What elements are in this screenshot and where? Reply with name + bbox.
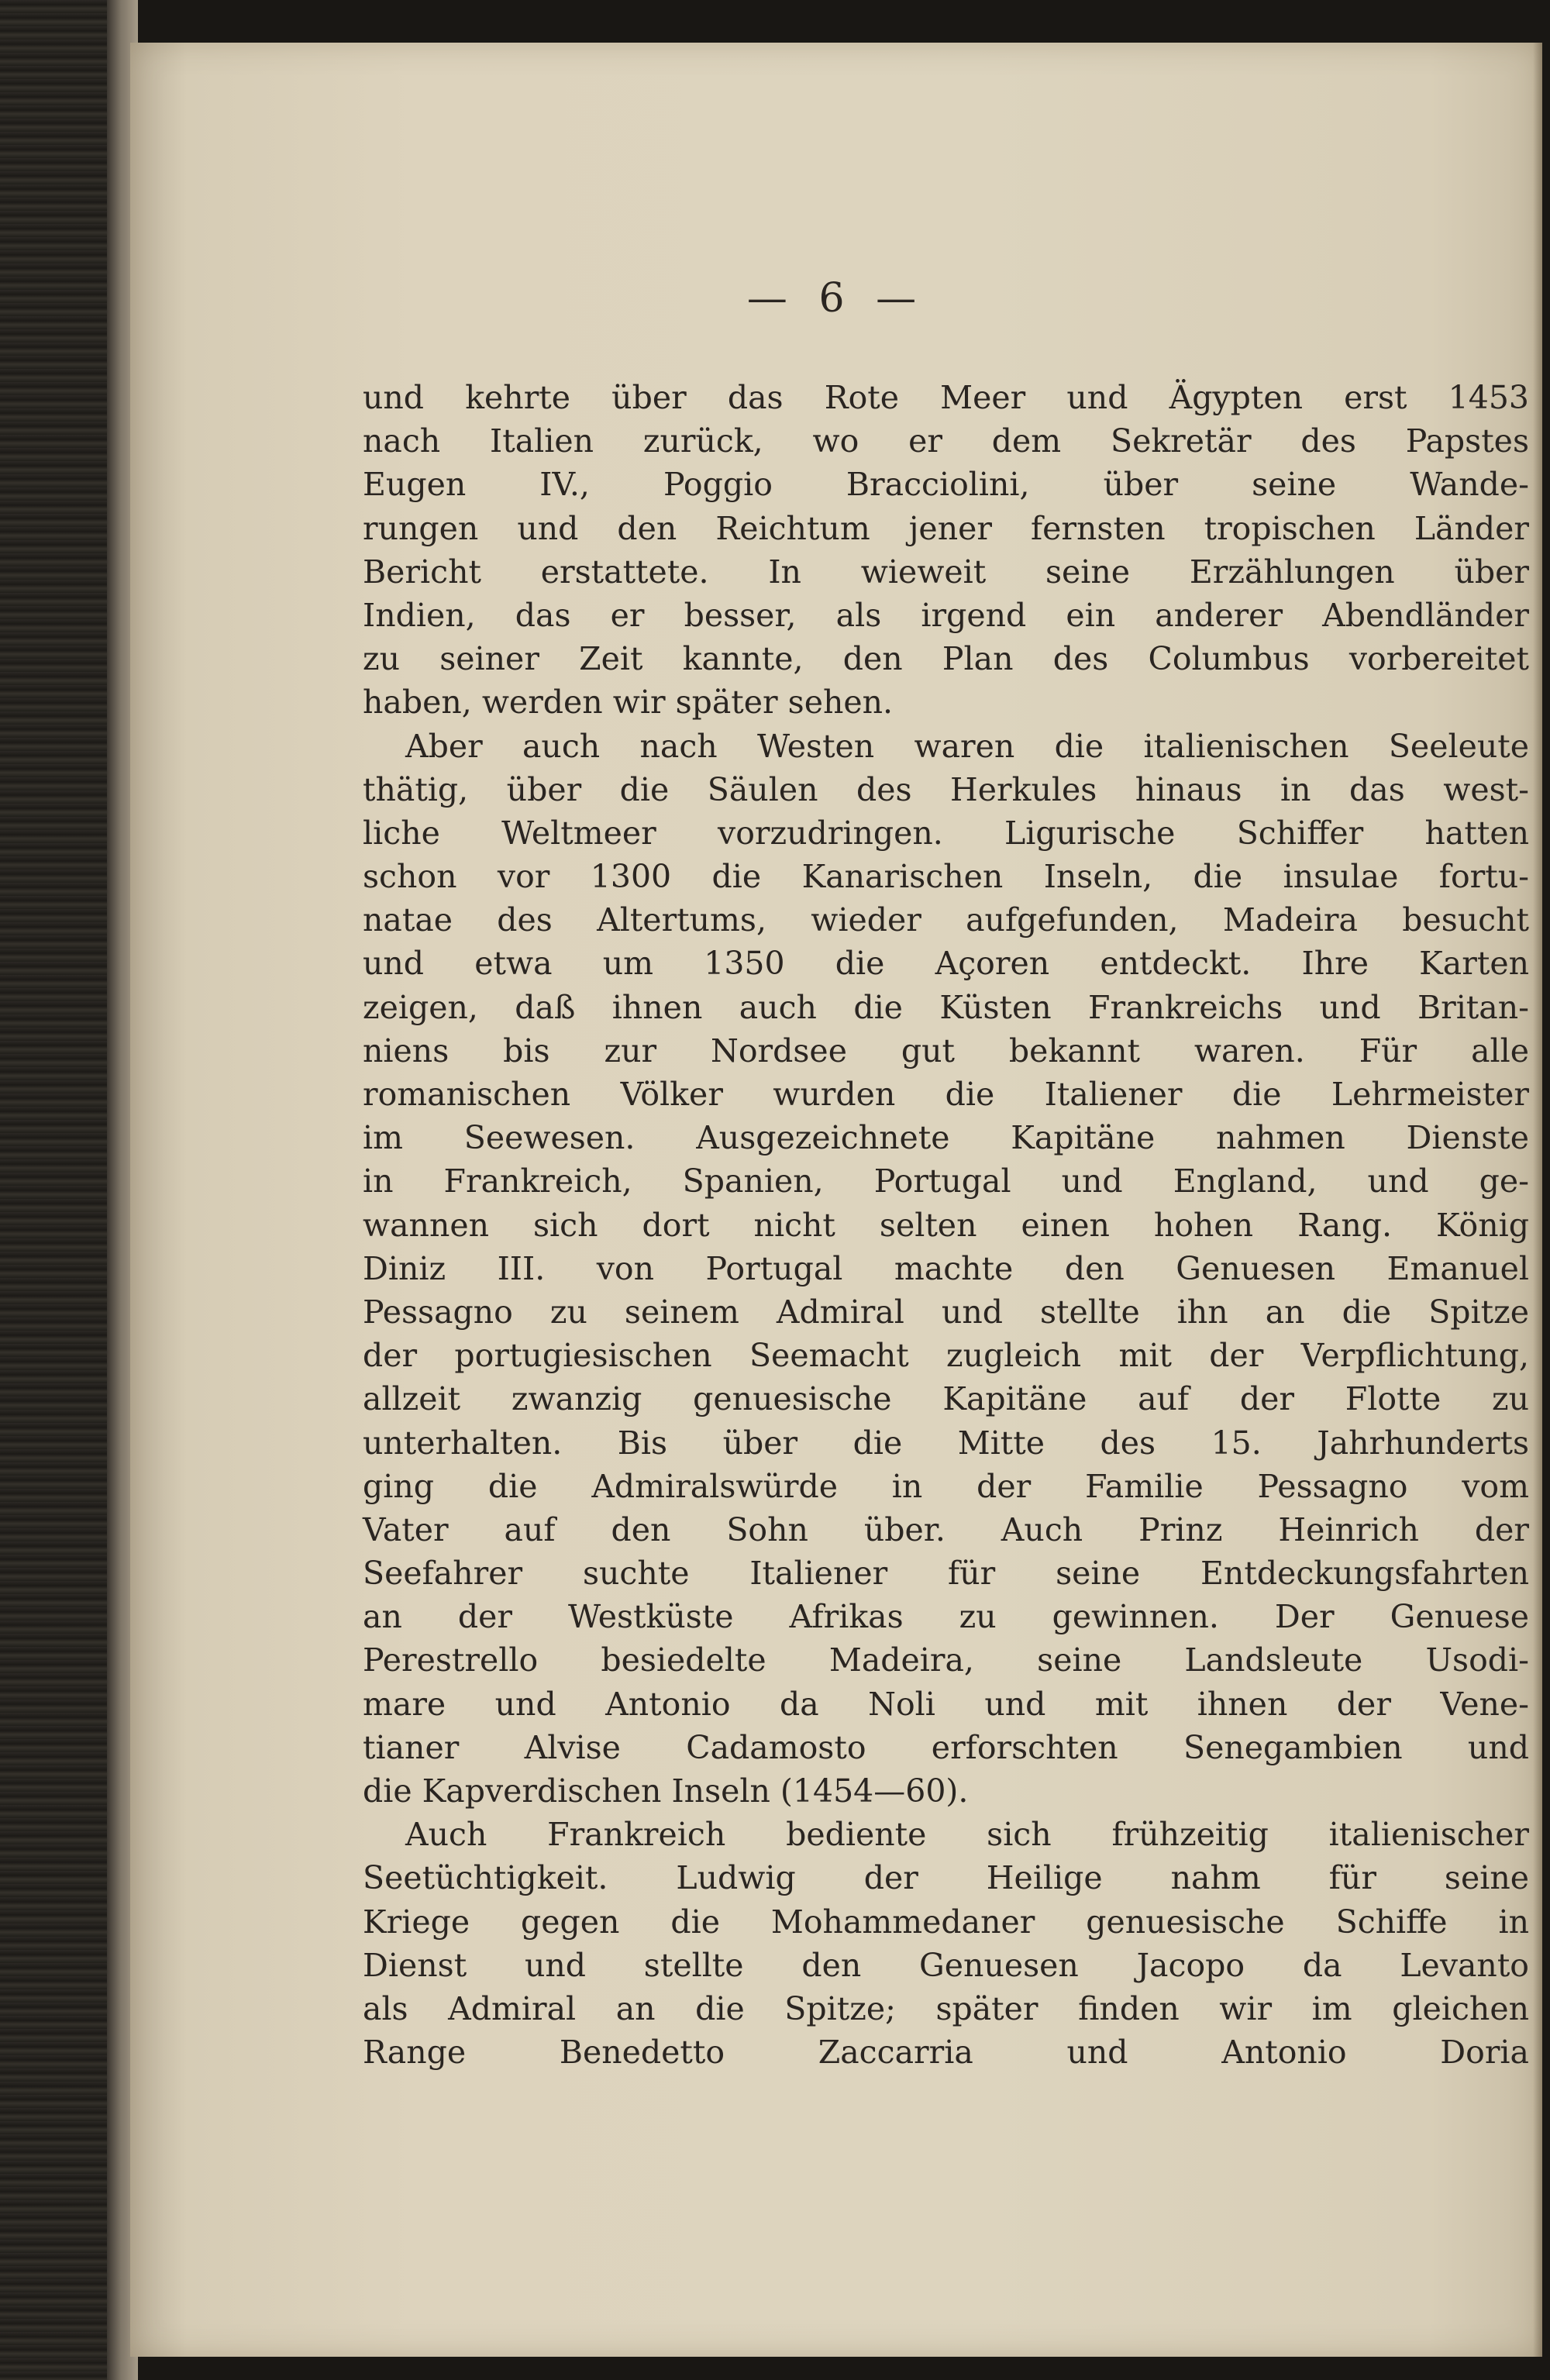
text-line: Kriege gegen die Mohammedaner genuesische Schiffe in: [363, 1903, 1529, 1941]
book-page: [130, 43, 1542, 2357]
text-line: rungen und den Reichtum jener fernsten tropischen Länder: [363, 509, 1529, 547]
text-line: Perestrello besiedelte Madeira, seine Landsleute Usodi-: [363, 1641, 1529, 1679]
text-line: schon vor 1300 die Kanarischen Inseln, die insulae fortu-: [363, 858, 1529, 896]
text-line: ging die Admiralswürde in der Familie Pessagno vom: [363, 1467, 1529, 1505]
book-binding: [0, 0, 116, 2380]
text-line: an der Westküste Afrikas zu gewinnen. Der Genuese: [363, 1598, 1529, 1636]
text-line: tianer Alvise Cadamosto erforschten Senegambien und: [363, 1728, 1529, 1766]
text-line: Seetüchtigkeit. Ludwig der Heilige nahm für seine: [363, 1859, 1529, 1897]
text-line: Range Benedetto Zaccarria und Antonio Doria: [363, 2034, 1529, 2072]
text-line: Eugen IV., Poggio Bracciolini, über seine Wande-: [363, 466, 1529, 504]
text-line: mare und Antonio da Noli und mit ihnen der Vene-: [363, 1685, 1529, 1723]
text-line: im Seewesen. Ausgezeichnete Kapitäne nahmen Dienste: [363, 1119, 1529, 1157]
text-line: Vater auf den Sohn über. Auch Prinz Heinrich der: [363, 1510, 1529, 1548]
text-line: die Kapverdischen Inseln (1454—60).: [363, 1772, 969, 1810]
text-line: niens bis zur Nordsee gut bekannt waren. Für alle: [363, 1032, 1529, 1069]
text-line: romanischen Völker wurden die Italiener die Lehrmeister: [363, 1076, 1529, 1113]
text-line: Indien, das er besser, als irgend ein anderer Abendländer: [363, 596, 1529, 634]
text-line: Auch Frankreich bediente sich frühzeitig italienischer: [405, 1816, 1529, 1854]
page-number: — 6 —: [746, 275, 926, 322]
text-line: und etwa um 1350 die Açoren entdeckt. Ihre Karten: [363, 945, 1529, 983]
text-line: unterhalten. Bis über die Mitte des 15. Jahrhunderts: [363, 1424, 1529, 1462]
body-text: [363, 376, 1529, 2074]
text-line: Dienst und stellte den Genuesen Jacopo da Levanto: [363, 1946, 1529, 1984]
text-line: wannen sich dort nicht selten einen hohen Rang. König: [363, 1206, 1529, 1244]
text-line: Pessagno zu seinem Admiral und stellte ihn an die Spitze: [363, 1293, 1529, 1331]
text-line: nach Italien zurück, wo er dem Sekretär des Papstes: [363, 422, 1529, 460]
text-line: zeigen, daß ihnen auch die Küsten Frankreichs und Britan-: [363, 988, 1529, 1026]
page-edge-shadow: [1533, 43, 1542, 2357]
text-line: natae des Altertums, wieder aufgefunden, Madeira besucht: [363, 901, 1529, 939]
text-line: als Admiral an die Spitze; später finden wir im gleichen: [363, 1989, 1529, 2027]
text-line: Aber auch nach Westen waren die italienischen Seeleute: [405, 727, 1529, 765]
text-line: und kehrte über das Rote Meer und Ägypten erst 1453: [363, 379, 1529, 416]
text-line: allzeit zwanzig genuesische Kapitäne auf der Flotte zu: [363, 1380, 1529, 1418]
text-line: Bericht erstattete. In wieweit seine Erzählungen über: [363, 553, 1529, 591]
text-line: liche Weltmeer vorzudringen. Ligurische Schiffer hatten: [363, 814, 1529, 852]
text-line: Diniz III. von Portugal machte den Genuesen Emanuel: [363, 1249, 1529, 1287]
text-line: haben, werden wir später sehen.: [363, 684, 894, 722]
text-line: thätig, über die Säulen des Herkules hinaus in das west-: [363, 770, 1529, 808]
text-line: Seefahrer suchte Italiener für seine Entdeckungsfahrten: [363, 1555, 1529, 1593]
text-line: der portugiesischen Seemacht zugleich mit der Verpflichtung,: [363, 1337, 1529, 1375]
text-line: zu seiner Zeit kannte, den Plan des Columbus vorbereitet: [363, 640, 1529, 678]
text-line: in Frankreich, Spanien, Portugal und England, und ge-: [363, 1162, 1529, 1200]
